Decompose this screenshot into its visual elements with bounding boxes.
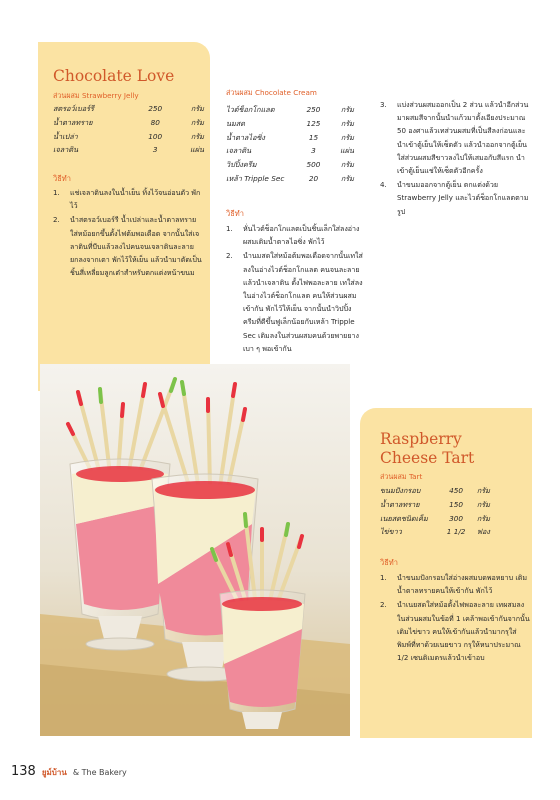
ingredient-unit: กรัม	[340, 132, 354, 142]
ingredient-unit: กรัม	[340, 118, 354, 128]
chocolate-love-title: Chocolate Love	[53, 67, 175, 85]
ingredient-name: เจลาติน	[226, 146, 252, 156]
ingredient-name: น้ำตาลทราย	[53, 117, 93, 127]
step-number: 2.	[53, 215, 60, 225]
dessert-glasses-illustration	[40, 364, 350, 736]
step-item	[53, 213, 203, 279]
tart-heading: ส่วนผสม Tart	[380, 472, 423, 481]
step-text: หั่นไวต์ช็อกโกแลตเป็นชิ้นเล็กใส่ลงอ่างผสมเติมน้ำตาลไอซิ่ง พักไว้	[243, 224, 360, 247]
jelly-steps	[53, 186, 203, 280]
step-text: แบ่งส่วนผสมออกเป็น 2 ส่วน แล้วนำอีกส่วนมาผสมสีจากนั้นนำแก้วมาตั้งเอียงประมาณ 50 องศาแล้วเทส่วนผสมที่เป็นสีลงก่อนและนำเข้าตู้เย็นให้เซ็ตตัว แล้วนำออกจากตู้เย็นใส่ส่วนผสมสีขาวลงไปให้เสมอกับสีแรก นำเข้าตู้เย็นแช่ให้เซ็ตตัวอีกครั้ง	[397, 100, 529, 176]
step-item	[380, 571, 530, 597]
step-item	[380, 98, 530, 177]
strawberry-jelly-ingredients	[53, 104, 204, 159]
ingredient-name: เหล้า Tripple Sec	[226, 173, 285, 183]
ingredient-unit: กรัม	[340, 173, 354, 183]
ingredient-qty: 150	[449, 499, 464, 509]
ingredient-unit: กรัม	[476, 486, 490, 495]
tart-method-heading: วิธีทำ	[380, 558, 398, 567]
step-text: นำเนยสดใส่หม้อตั้งไฟพอละลาย เทผสมลงในส่วนผสมในข้อที่ 1 เคล้าพอเข้ากันจากนั้นเติมไข่ขาว คนให้เข้ากันแล้วนำมากรุใส่พิมพ์ที่ทาด้วยเนยขาว กรุให้หนาประมาณ 1/2 เซนติเมตรแล้วนำเข้าอบ	[397, 600, 530, 663]
step-text: แช่เจลาตินลงในน้ำเย็น ทิ้งไว้จนอ่อนตัว พักไว้	[70, 188, 201, 211]
ingredient-name: สตรอว์เบอร์รี	[53, 104, 94, 113]
ingredient-qty: 125	[306, 118, 321, 128]
ingredient-qty: 500	[306, 160, 321, 170]
cream-steps-part2	[380, 98, 530, 219]
ingredient-name: เจลาติน	[53, 145, 79, 155]
magazine-name: ยูม์บ้าน	[41, 768, 67, 777]
ingredient-row	[53, 132, 204, 146]
step-text: นำสตรอว์เบอร์รี น้ำเปล่าและน้ำตาลทราย ใส่หม้อยกขึ้นตั้งไฟต้มพอเดือด จากนั้นใส่เจลาตินที่บีบแล้วลงไปคนจนเจลาตินละลาย ยกลงจากเตา พักไว้ให้เย็น แล้วนำมาตัดเป็นชิ้นสี่เหลี่ยมลูกเต๋าสำหรับตกแต่งหน้าขนม	[70, 215, 202, 278]
ingredient-name: น้ำตาลไอซิ่ง	[226, 132, 265, 142]
step-item	[380, 598, 530, 664]
ingredient-qty: 1 1/2	[446, 527, 466, 537]
ingredient-row	[226, 146, 354, 160]
step-number: 2.	[380, 600, 387, 610]
step-item	[53, 186, 203, 212]
ingredient-row	[53, 145, 204, 159]
ingredient-unit: กรัม	[340, 160, 354, 170]
page-number: 138	[11, 764, 36, 779]
ingredient-name: วิปปิ้งครีม	[226, 160, 257, 170]
ingredient-qty: 300	[449, 513, 464, 523]
step-item	[380, 178, 530, 218]
step-item	[226, 222, 364, 248]
ingredient-qty: 100	[148, 131, 163, 141]
strawberry-jelly-heading: ส่วนผสม Strawberry Jelly	[53, 91, 139, 100]
step-text: นำนมสดใส่หม้อต้มพอเดือดจากนั้นเทใส่ลงในอ่างไวต์ช็อกโกแลต คนจนละลายแล้วนำเจลาติน ตั้งไฟพอละลาย เทใส่ลงในอ่างไวต์ช็อกโกแลต คนให้ส่วนผสมเข้ากัน พักไว้ให้เย็น จากนั้นนำวิปปิ้งครีมที่ตีขึ้นฟูเล็กน้อยกับเหล้า Tripple Sec เติมลงในส่วนผสมคนด้วยพายยางเบา ๆ พอเข้ากัน	[243, 251, 363, 353]
ingredient-row	[53, 104, 204, 118]
step-number: 4.	[380, 180, 387, 190]
step-number: 1.	[380, 573, 387, 582]
ingredient-unit: แผ่น	[340, 146, 354, 156]
step-number: 1.	[226, 224, 233, 233]
ingredient-row	[380, 527, 490, 541]
ingredient-name: เนยสดชนิดเค็ม	[380, 513, 428, 523]
title-line-1: Raspberry	[380, 430, 462, 448]
ingredient-row	[226, 119, 354, 133]
method-heading-2: วิธีทำ	[226, 209, 244, 218]
ingredient-name: ขนมปังกรอบ	[380, 486, 421, 495]
ingredient-row	[226, 174, 354, 188]
ingredient-name: น้ำตาลทราย	[380, 499, 420, 509]
ingredient-name: นมสด	[226, 118, 245, 128]
dessert-photo	[40, 364, 350, 736]
ingredient-qty: 3	[311, 146, 316, 156]
tart-steps	[380, 571, 530, 736]
ingredient-row	[53, 118, 204, 132]
ingredient-unit: กรัม	[340, 105, 354, 114]
step-text: นำขนมออกจากตู้เย็น ตกแต่งด้วย Strawberry Jelly และไวต์ช็อกโกแลตตามรูป	[397, 180, 529, 216]
ingredient-qty: 15	[308, 132, 319, 142]
step-number: 1.	[53, 188, 60, 197]
ingredient-qty: 3	[152, 145, 158, 155]
ingredient-unit: กรัม	[190, 131, 204, 141]
ingredient-name: ไวต์ช็อกโกแลต	[226, 105, 275, 114]
step-item	[226, 249, 364, 353]
ingredient-unit: กรัม	[476, 513, 490, 523]
step-number: 3.	[380, 100, 387, 109]
ingredient-qty: 20	[308, 173, 319, 183]
ingredient-unit: แผ่น	[190, 145, 204, 155]
ingredient-qty: 250	[306, 105, 321, 114]
title-line-2: Cheese Tart	[380, 449, 475, 467]
ingredient-unit: กรัม	[190, 104, 204, 113]
ingredient-row	[226, 160, 354, 174]
ingredient-qty: 250	[148, 104, 163, 113]
ingredient-unit: กรัม	[476, 499, 490, 509]
ingredient-row	[226, 133, 354, 147]
raspberry-tart-title	[380, 430, 474, 468]
ingredient-name: น้ำเปล่า	[53, 131, 78, 141]
section-name: & The Bakery	[72, 768, 127, 777]
ingredient-unit: ฟอง	[476, 527, 490, 537]
chocolate-cream-heading: ส่วนผสม Chocolate Cream	[226, 88, 317, 97]
ingredient-row	[380, 500, 490, 514]
cream-steps-part1	[226, 222, 364, 353]
ingredient-row	[380, 514, 490, 528]
page-footer	[11, 764, 127, 779]
step-text: นำขนมปังกรอบใส่อ่างผสมบดพอหยาบ เติมน้ำตาลทรายคนให้เข้ากัน พักไว้	[397, 573, 528, 596]
ingredient-qty: 450	[449, 486, 464, 495]
ingredient-row	[380, 486, 490, 500]
tart-ingredients	[380, 486, 490, 541]
ingredient-unit: กรัม	[190, 117, 204, 127]
ingredient-qty: 80	[150, 117, 160, 127]
method-heading: วิธีทำ	[53, 174, 71, 183]
ingredient-name: ไข่ขาว	[380, 527, 402, 537]
step-number: 2.	[226, 251, 233, 261]
chocolate-cream-ingredients	[226, 105, 354, 188]
ingredient-row	[226, 105, 354, 119]
